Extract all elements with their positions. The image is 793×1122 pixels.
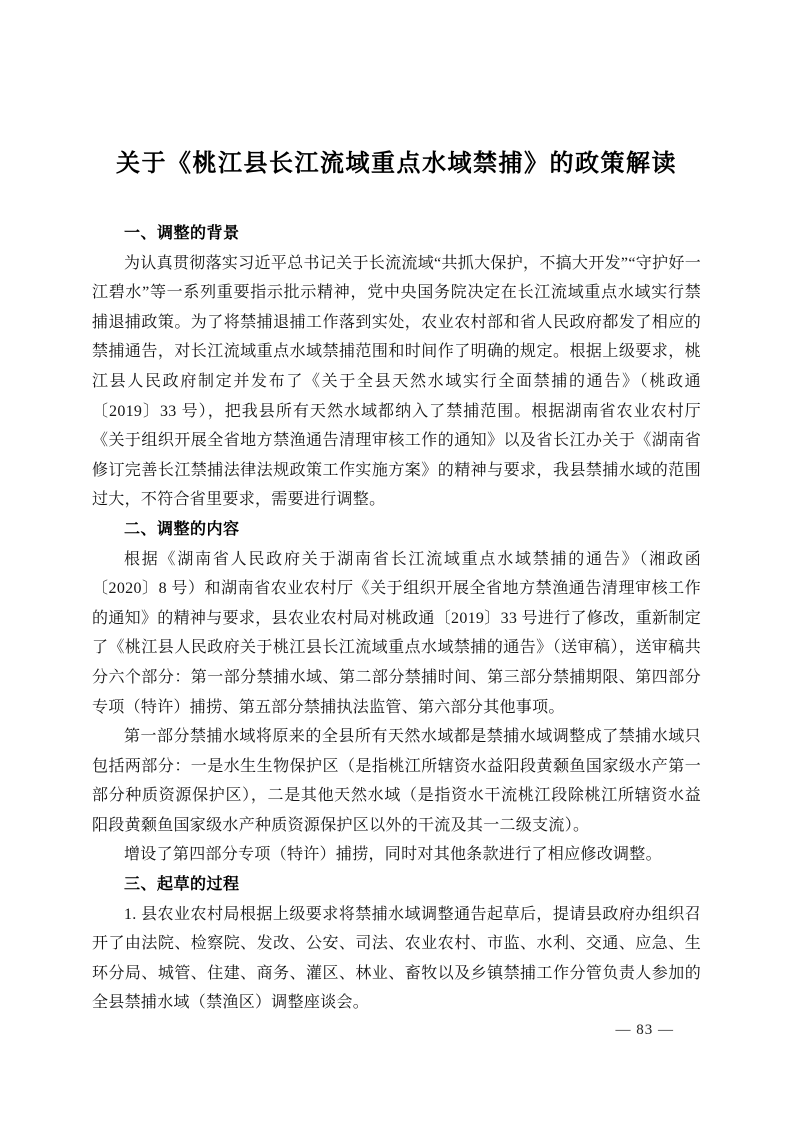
section-heading-background: 一、调整的背景 — [124, 225, 240, 242]
paragraph: 根据《湖南省人民政府关于湖南省长江流域重点水域禁捕的通告》（湘政函〔2020〕8 号）和湖南省农业农村厅《关于组织开展全省地方禁渔通告清理审核工作的通知》的精神与要求，县农业农村局对桃政通〔2019〕33 号进行了修改，重新制定了《桃江县人民政府关于桃江县长江流域重点水域禁捕的通告》（送审稿），送审稿共分六个部分：第一部分禁捕水域、第二部分禁捕时间、第三部分禁捕期限、第四部分专项（特许）捕捞、第五部分禁捕执法监管、第六部分其他事项。 — [92, 550, 701, 716]
paragraph: 第一部分禁捕水域将原来的全县所有天然水域都是禁捕水域调整成了禁捕水域只包括两部分：一是水生生物保护区（是指桃江所辖资水益阳段黄颡鱼国家级水产第一部分种质资源保护区），二是其他天然水域（是指资水干流桃江段除桃江所辖资水益阳段黄颡鱼国家级水产种质资源保护区以外的干流及其一二级支流）。 — [92, 728, 701, 834]
document-content — [92, 0, 701, 1018]
document-title: 关于《桃江县长江流域重点水域禁捕》的政策解读 — [116, 151, 677, 177]
paragraph: 增设了第四部分专项（特许）捕捞，同时对其他条款进行了相应修改调整。 — [124, 846, 662, 864]
document-body — [92, 219, 701, 1018]
section-heading-content: 二、调整的内容 — [124, 520, 240, 538]
section-heading-drafting-process: 三、起草的过程 — [124, 876, 240, 894]
page-number: — 83 — — [615, 1022, 674, 1038]
paragraph: 1. 县农业农村局根据上级要求将禁捕水域调整通告起草后，提请县政府办组织召开了由法院、检察院、发改、公安、司法、农业农村、市监、水利、交通、应急、生环分局、城管、住建、商务、灌区、林业、畜牧以及乡镇禁捕工作分管负责人参加的全县禁捕水域（禁渔区）调整座谈会。 — [92, 905, 701, 1012]
paragraph: 为认真贯彻落实习近平总书记关于长流流域“共抓大保护，不搞大开发”“守护好一江碧水”等一系列重要指示批示精神，党中央国务院决定在长江流域重点水域实行禁捕退捕政策。为了将禁捕退捕工作落到实处，农业农村部和省人民政府都发了相应的禁捕通告，对长江流域重点水域禁捕范围和时间作了明确的规定。根据上级要求，桃江县人民政府制定并发布了《关于全县天然水域实行全面禁捕的通告》（桃政通〔2019〕33 号），把我县所有天然水域都纳入了禁捕范围。根据湖南省农业农村厅《关于组织开展全省地方禁渔通告清理审核工作的通知》以及省长江办关于《湖南省修订完善长江禁捕法律法规政策工作实施方案》的精神与要求，我县禁捕水域的范围过大，不符合省里要求，需要进行调整。 — [92, 254, 701, 509]
